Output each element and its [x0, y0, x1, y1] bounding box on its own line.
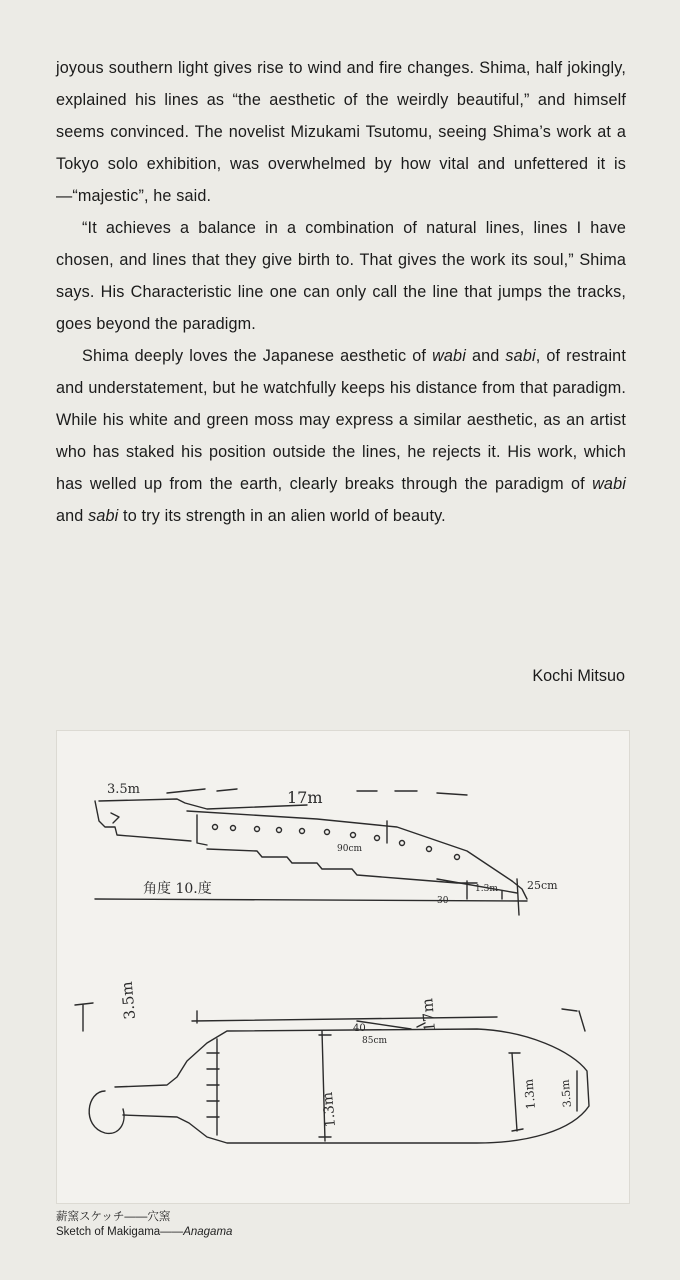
- term-sabi-2: sabi: [88, 507, 119, 525]
- paragraph-3-text-b: and: [465, 347, 506, 365]
- term-wabi-2: wabi: [592, 475, 626, 493]
- caption-japanese: 薪窯スケッチ――穴窯: [56, 1211, 171, 1223]
- sketch-label-front-height: 1.3m: [521, 1078, 538, 1110]
- sketch-label-top-height: 3.5m: [107, 782, 141, 797]
- paragraph-1: [56, 52, 626, 212]
- paragraph-2-text: “It achieves a balance in a combination of natural lines, lines I have chosen, and lines that they give birth to. That gives the work its soul,” Shima says. His Characteristic line one can only call the line that jumps the tracks, goes beyond the paradigm.: [56, 219, 626, 333]
- author-signature: Kochi Mitsuo: [532, 667, 625, 685]
- paragraph-3: [56, 340, 626, 532]
- caption-english-text: Sketch of Makigama――: [56, 1226, 184, 1238]
- sketch-label-mid: 90cm: [337, 844, 363, 854]
- paragraph-3-text-e: to try its strength in an alien world of beauty.: [118, 507, 446, 525]
- sketch-label-dim: 1.3m: [475, 884, 498, 894]
- sketch-label-angle: 角度 10.度: [143, 881, 212, 897]
- paragraph-1-text: joyous southern light gives rise to wind and fire changes. Shima, half jokingly, explained his lines as “the aesthetic of the weirdly beautiful,” and himself seems convinced. The novelist Mizukami Tsutomu, seeing Shima’s work at a Tokyo solo exhibition, was overwhelmed by how vital and unfettered it is—“majestic”, he said.: [56, 59, 626, 205]
- paragraph-3-text-c: , of restraint and understatement, but he watchfully keeps his distance from that paradigm. While his white and green moss may express a similar aesthetic, as an artist who has staked his position outside the lines, he rejects it. His work, which has welled up from the earth, clearly breaks through the paradigm of: [56, 347, 626, 493]
- kiln-sketch-figure: [56, 730, 630, 1204]
- sketch-label-bottom-width: 3.5m: [558, 1078, 574, 1108]
- article-body: [56, 52, 626, 532]
- sketch-label-side-length: 17m: [418, 997, 439, 1033]
- sketch-label-side-height: 3.5m: [117, 980, 139, 1021]
- sketch-label-85: 85cm: [362, 1036, 388, 1046]
- caption-anagama: Anagama: [183, 1226, 233, 1238]
- sketch-label-40: 40: [353, 1023, 366, 1034]
- paragraph-3-text-d: and: [56, 507, 89, 525]
- figure-caption: [56, 1210, 232, 1240]
- sketch-label-width: 1.3m: [319, 1091, 339, 1129]
- kiln-sketch-drawing: [57, 731, 629, 1203]
- paragraph-3-text-a: Shima deeply loves the Japanese aesthetic of: [82, 347, 433, 365]
- sketch-label-length: 17m: [287, 788, 323, 807]
- term-wabi: wabi: [432, 347, 466, 365]
- caption-english: [56, 1225, 232, 1240]
- sketch-label-25: 25cm: [527, 879, 558, 892]
- sketch-label-small: 30: [437, 896, 449, 906]
- term-sabi: sabi: [505, 347, 536, 365]
- paragraph-2: [56, 212, 626, 340]
